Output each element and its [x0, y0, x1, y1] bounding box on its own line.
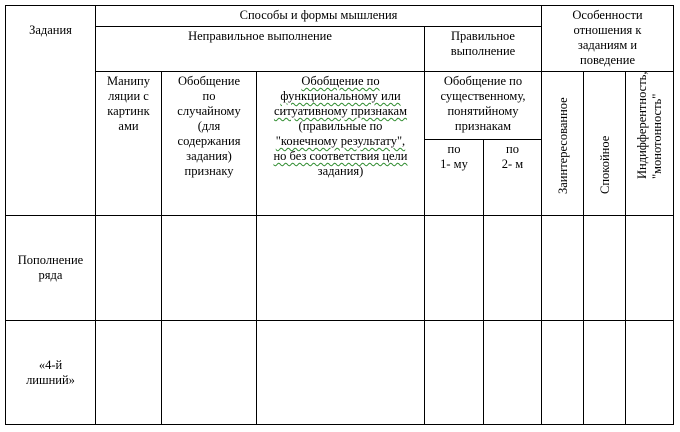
- header-wrong: [95, 26, 425, 72]
- table-cell: [625, 320, 674, 425]
- row-label-line: лишний»: [26, 372, 75, 387]
- functional-feature-line: функциональному или: [280, 89, 401, 103]
- methods-table: [5, 5, 674, 425]
- table-cell: [483, 320, 542, 425]
- random-feature-line: случайному: [177, 104, 241, 118]
- random-feature-line: содержания: [177, 134, 241, 148]
- indifferent-label: [635, 72, 665, 179]
- header-wrong-label: Неправильное выполнение: [188, 29, 332, 43]
- functional-feature-line: (правильные по: [298, 119, 383, 133]
- header-attitude-line: отношения к: [573, 23, 642, 37]
- functional-feature-line: Обобщение по: [301, 74, 380, 88]
- header-attitude-line: поведение: [580, 53, 635, 67]
- by-first-line: 1- му: [440, 157, 468, 171]
- interested-label: Заинтересованное: [555, 97, 570, 194]
- by-second-line: 2- м: [501, 157, 524, 171]
- row-label-1: [5, 215, 96, 321]
- table-cell: [583, 320, 626, 425]
- header-correct: [424, 26, 542, 72]
- manipulations-line: ами: [118, 119, 139, 133]
- header-calm: [583, 71, 626, 216]
- header-manipulations: [95, 71, 162, 216]
- row-label-line: Пополнение: [17, 253, 84, 267]
- essential-feature-line: существенному,: [440, 89, 526, 103]
- header-functional-feature: [256, 71, 425, 216]
- random-feature-line: по: [202, 89, 216, 103]
- functional-feature-line: ситуативному признакам: [273, 104, 408, 118]
- table-cell: [541, 320, 584, 425]
- table-cell: [161, 215, 257, 321]
- table-cell: [541, 215, 584, 321]
- header-attitude-line: Особенности: [572, 8, 643, 22]
- header-indifferent: [625, 71, 674, 216]
- functional-feature-line: но без соответствия цели: [273, 149, 408, 163]
- header-attitude: [541, 5, 674, 72]
- table-cell: [583, 215, 626, 321]
- essential-feature-line: признакам: [454, 119, 512, 133]
- header-interested: [541, 71, 584, 216]
- header-by-second: [483, 139, 542, 216]
- indifferent-line: Индифферентность,: [634, 71, 649, 179]
- header-essential-feature: [424, 71, 542, 140]
- by-second-line: по: [506, 142, 519, 156]
- essential-feature-line: понятийному: [447, 104, 519, 118]
- table-cell: [161, 320, 257, 425]
- table-cell: [424, 215, 484, 321]
- random-feature-line: Обобщение: [177, 74, 241, 88]
- table-cell: [483, 215, 542, 321]
- table-cell: [424, 320, 484, 425]
- header-by-first: [424, 139, 484, 216]
- table-cell: [95, 215, 162, 321]
- essential-feature-line: Обобщение по: [443, 74, 523, 88]
- table-cell: [95, 320, 162, 425]
- row-label-line: «4-й: [38, 357, 63, 372]
- random-feature-line: (для: [197, 119, 221, 133]
- header-methods: [95, 5, 542, 27]
- header-tasks-label: Задания: [29, 23, 72, 37]
- header-attitude-line: заданиям и: [577, 38, 638, 52]
- row-label-2: [5, 320, 96, 425]
- header-tasks: [5, 5, 96, 216]
- header-random-feature: [161, 71, 257, 216]
- table-cell: [256, 320, 425, 425]
- functional-feature-line: задания): [317, 164, 364, 178]
- header-methods-label: Способы и формы мышления: [239, 8, 398, 22]
- functional-feature-line: "конечному результату",: [275, 134, 406, 148]
- manipulations-line: Манипу: [107, 74, 150, 88]
- by-first-line: по: [447, 142, 461, 156]
- table-cell: [625, 215, 674, 321]
- header-correct-line: выполнение: [450, 44, 516, 58]
- row-label-line: ряда: [38, 268, 63, 282]
- manipulations-line: картинк: [107, 104, 150, 118]
- header-correct-line: Правильное: [450, 29, 515, 43]
- table-cell: [256, 215, 425, 321]
- calm-label: Спокойное: [597, 135, 612, 194]
- random-feature-line: признаку: [184, 164, 234, 178]
- random-feature-line: задания): [186, 149, 232, 163]
- manipulations-line: ляции с: [108, 89, 149, 103]
- indifferent-line: "монотонность": [649, 93, 664, 179]
